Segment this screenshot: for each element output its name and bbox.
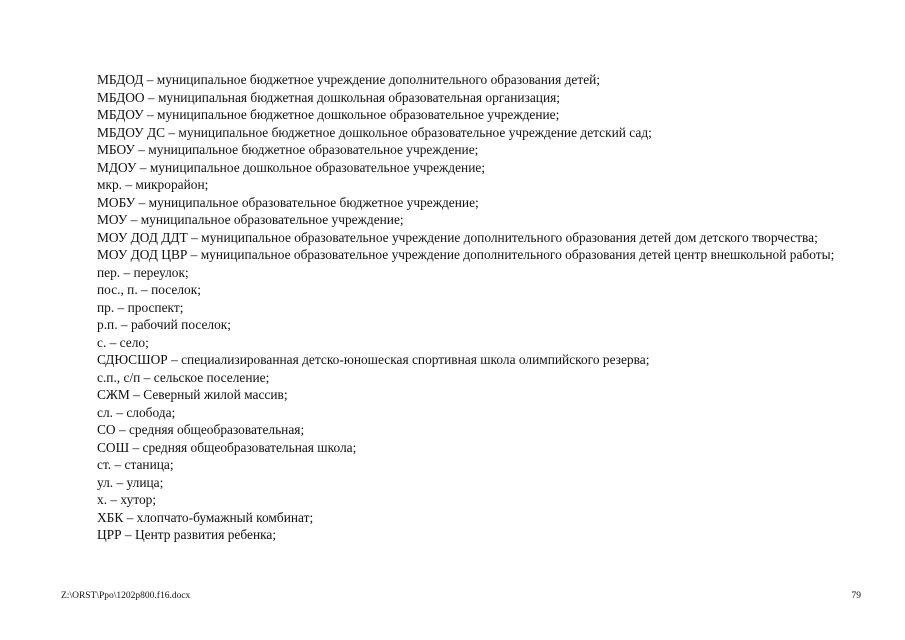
abbreviation-entry: МБОУ – муниципальное бюджетное образовательное учреждение; xyxy=(97,142,479,157)
abbreviation-entry: сл. – слобода; xyxy=(97,404,176,420)
abbreviation-entry: МОУ ДОД ЦВР – муниципальное образовательное учреждение дополнительного образования детей центр внешкольной работы; xyxy=(97,247,835,262)
abbreviation-entry: ст. – станица; xyxy=(97,457,174,472)
abbreviation-entry: пос., п. – поселок; xyxy=(97,282,201,297)
abbreviation-entry: СОШ – средняя общеобразовательная школа; xyxy=(97,439,357,455)
footer-file-path: Z:\ORST\Ppo\1202p800.f16.docx xyxy=(61,591,191,601)
abbreviation-entry: МБДОД – муниципальное бюджетное учреждение дополнительного образования детей; xyxy=(97,72,601,87)
abbreviation-entry: МБДОУ ДС – муниципальное бюджетное дошкольное образовательное учреждение детский сад; xyxy=(97,124,652,140)
abbreviation-entry: ул. – улица; xyxy=(97,474,164,490)
abbreviation-entry: с. – село; xyxy=(97,334,149,350)
abbreviation-entry: МОУ ДОД ДДТ – муниципальное образовательное учреждение дополнительного образования детей дом детского творчества; xyxy=(97,229,818,245)
abbreviation-entry: МБДОУ – муниципальное бюджетное дошкольное образовательное учреждение; xyxy=(97,107,560,122)
abbreviation-entry: ХБК – хлопчато-бумажный комбинат; xyxy=(97,509,314,525)
abbreviation-entry: МОУ – муниципальное образовательное учреждение; xyxy=(97,212,404,227)
abbreviation-entry: р.п. – рабочий поселок; xyxy=(97,317,232,332)
abbreviation-entry: ЦРР – Центр развития ребенка; xyxy=(97,527,277,542)
abbreviations-list xyxy=(61,71,861,544)
abbreviation-entry: пер. – переулок; xyxy=(97,264,189,280)
abbreviation-entry: СО – средняя общеобразовательная; xyxy=(97,422,305,437)
abbreviation-entry: МДОУ – муниципальное дошкольное образовательное учреждение; xyxy=(97,159,486,175)
abbreviation-entry: с.п., с/п – сельское поселение; xyxy=(97,369,270,385)
page-number: 79 xyxy=(851,591,861,601)
abbreviation-entry: х. – хутор; xyxy=(97,492,157,507)
abbreviation-entry: мкр. – микрорайон; xyxy=(97,177,209,192)
abbreviation-entry: СДЮСШОР – специализированная детско-юношеская спортивная школа олимпийского резерва; xyxy=(97,352,650,367)
abbreviation-entry: МБДОО – муниципальная бюджетная дошкольная образовательная организация; xyxy=(97,89,561,105)
abbreviation-entry: пр. – проспект; xyxy=(97,299,184,315)
abbreviation-entry: МОБУ – муниципальное образовательное бюджетное учреждение; xyxy=(97,194,479,210)
abbreviation-entry: СЖМ – Северный жилой массив; xyxy=(97,387,288,402)
